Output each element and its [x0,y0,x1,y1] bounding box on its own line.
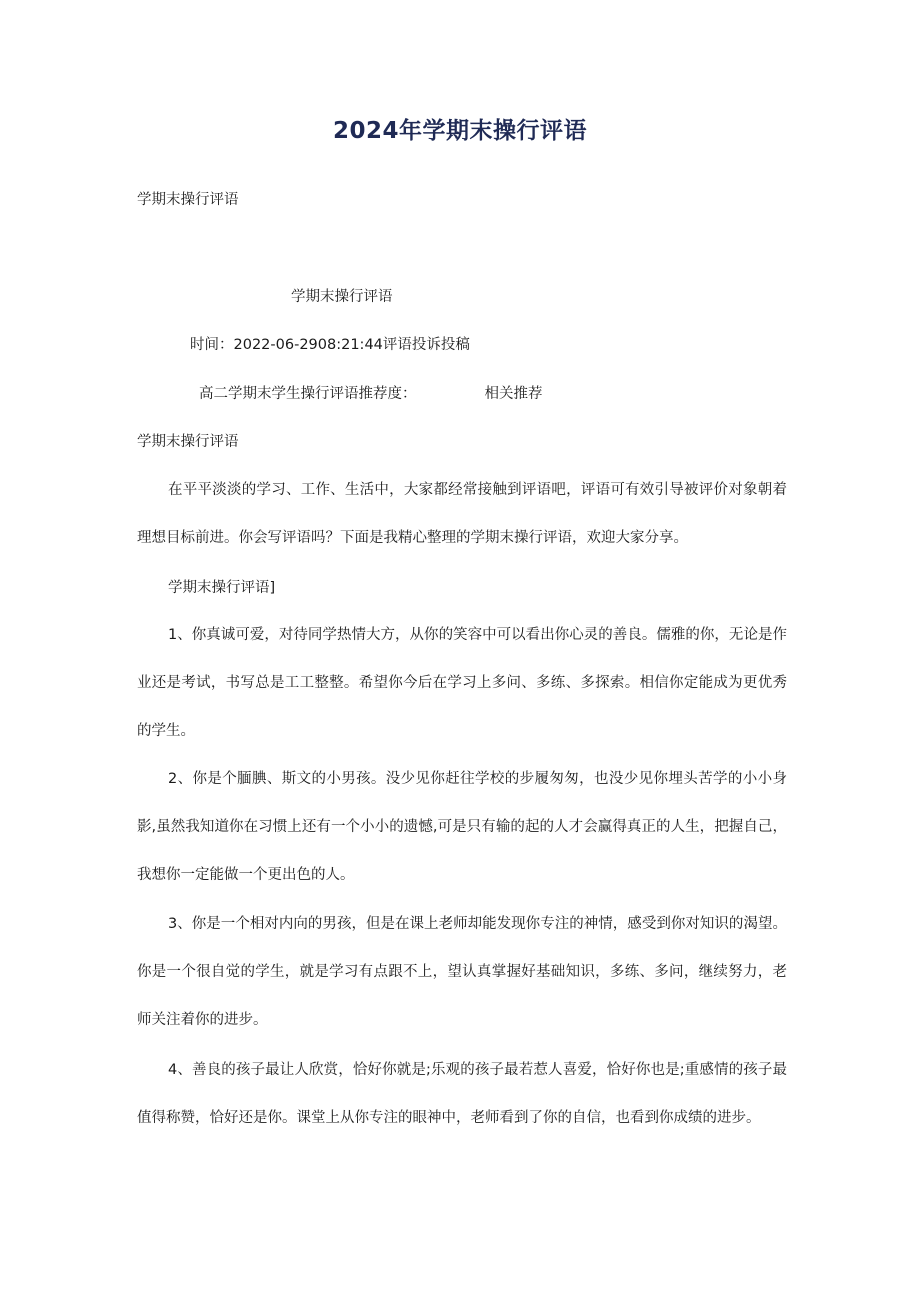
recommend-label: 高二学期末学生操行评语推荐度： [199,386,417,402]
comment-item-3: 3、你是一个相对内向的男孩，但是在课上老师却能发现你专注的神情，感受到你对知识的渴望。你是一个很自觉的学生，就是学习有点跟不上，望认真掌握好基础知识，多练、多问，继续努力，老师关注着你的进步。 [137,916,787,1028]
center-heading: 学期末操行评语 [291,289,393,305]
subtitle-top: 学期末操行评语 [137,192,239,208]
meta-time: 时间：2022-06-2908:21:44评语投诉投稿 [190,337,470,353]
document-title: 2024年学期末操行评语 [332,118,587,144]
recommend-row [199,384,543,404]
related-recommend-link[interactable]: 相关推荐 [484,386,543,402]
comment-item-4: 4、善良的孩子最让人欣赏，恰好你就是;乐观的孩子最若惹人喜爱，恰好你也是;重感情的孩子最值得称赞，恰好还是你。课堂上从你专注的眼神中，老师看到了你的自信，也看到你成绩的进步。 [137,1062,787,1126]
comment-item-1: 1、你真诚可爱，对待同学热情大方，从你的笑容中可以看出你心灵的善良。儒雅的你，无论是作业还是考试，书写总是工工整整。希望你今后在学习上多问、多练、多探索。相信你定能成为更优秀的学生。 [137,627,787,739]
list-heading: 学期末操行评语] [168,580,276,596]
intro-paragraph: 在平平淡淡的学习、工作、生活中，大家都经常接触到评语吧，评语可有效引导被评价对象朝着理想目标前进。你会写评语吗？下面是我精心整理的学期末操行评语，欢迎大家分享。 [137,482,787,546]
section-heading: 学期末操行评语 [137,434,239,450]
comment-item-2: 2、你是个腼腆、斯文的小男孩。没少见你赶往学校的步履匆匆，也没少见你埋头苦学的小小身影,虽然我知道你在习惯上还有一个小小的遗憾,可是只有输的起的人才会赢得真正的人生，把握自己，我想你一定能做一个更出色的人。 [137,771,787,883]
